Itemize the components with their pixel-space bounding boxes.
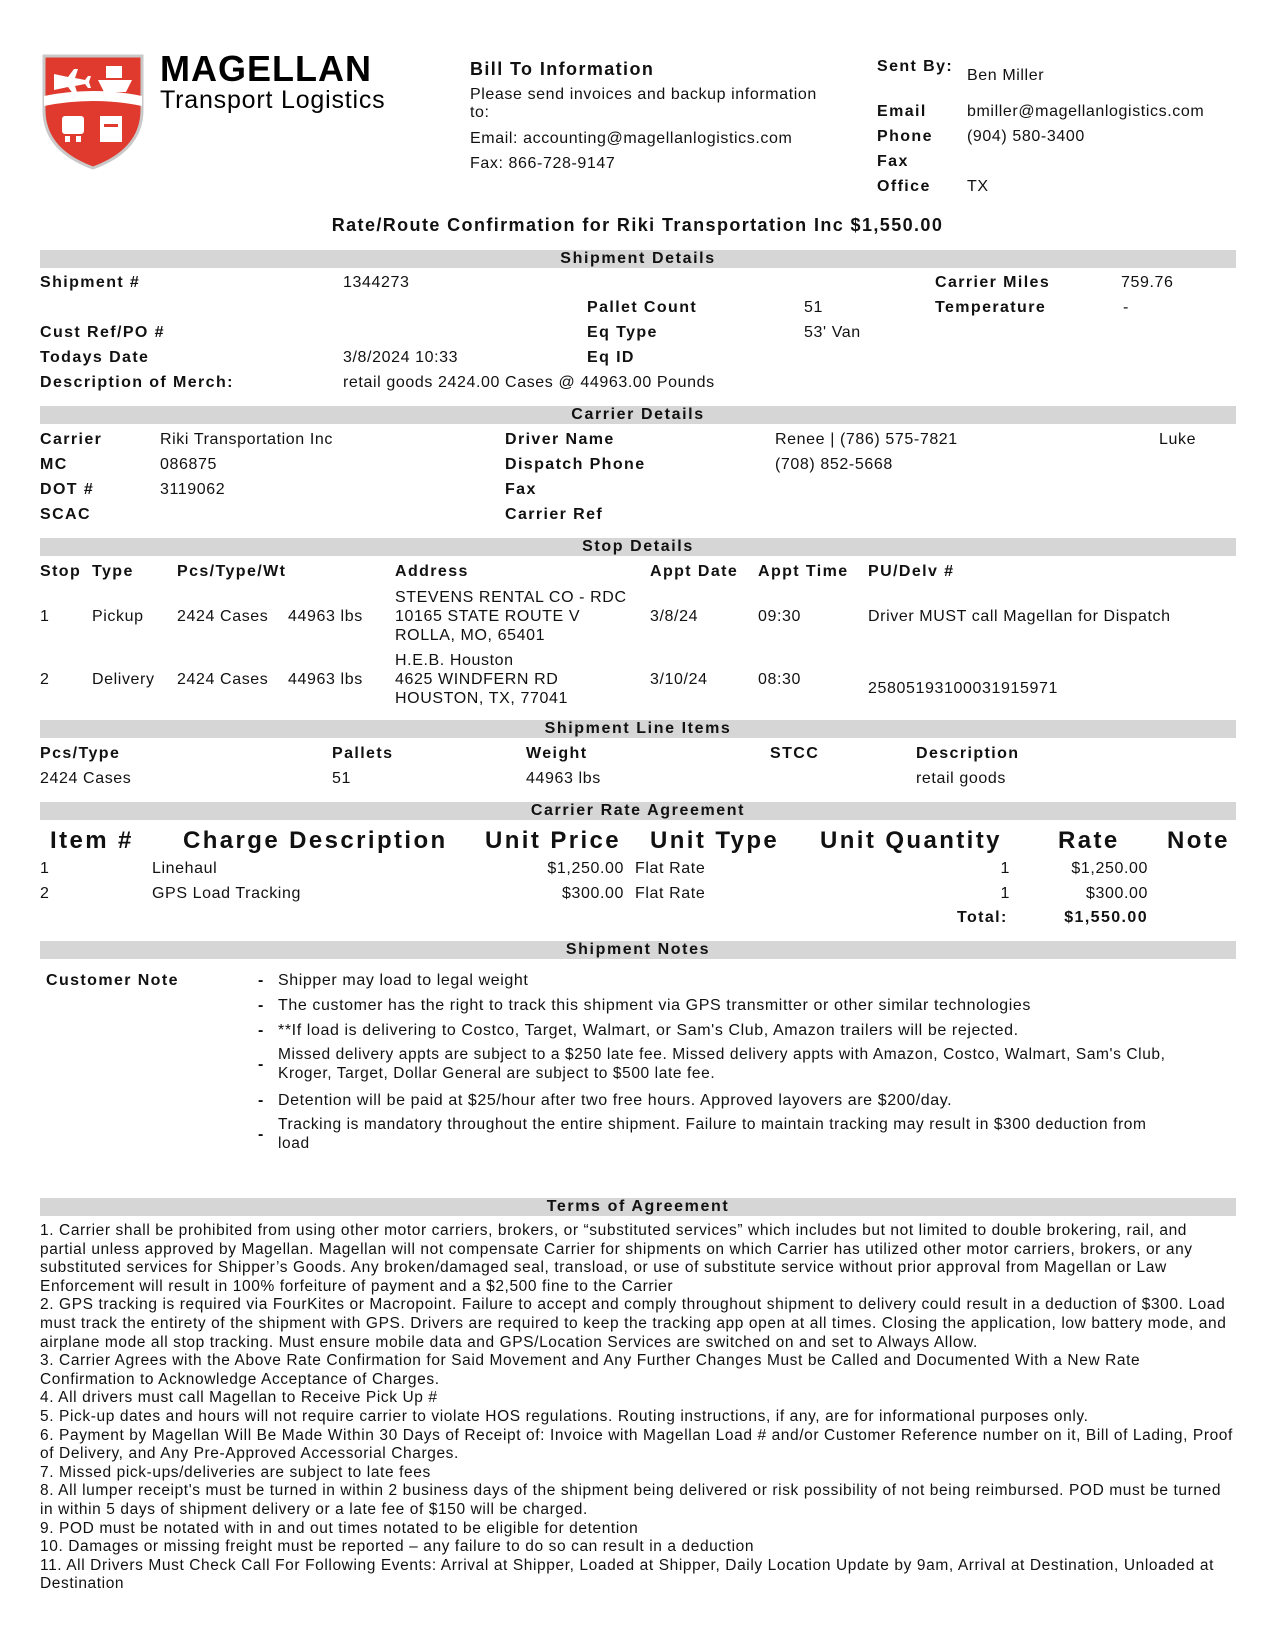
pcs-header: Pcs/Type/Wt xyxy=(177,563,287,580)
list-item: 2. GPS tracking is required via FourKites or Macropoint. Failure to accept and comply throughout shipment to delivery could result in a deduction of $300. Load must track the entirety of the shipment with GPS. Drivers are required to keep the tracking app open at all times. Closing the application, low battery mode, and airplane mode all stop tracking. Must ensure mobile data and GPS/Location Services are switched on and set to Always Allow. xyxy=(40,1296,1227,1351)
charge-header: Charge Description xyxy=(183,827,448,854)
rate-unit-type: Flat Rate xyxy=(635,885,706,902)
eq-id-label: Eq ID xyxy=(587,349,635,366)
line-weight-header: Weight xyxy=(526,745,588,762)
stop-weight: 44963 lbs xyxy=(288,608,363,625)
address-header: Address xyxy=(395,563,469,580)
driver-name: Renee | (786) 575-7821 xyxy=(775,431,958,448)
list-item: Shipper may load to legal weight xyxy=(278,972,529,989)
line-pallets: 51 xyxy=(332,770,351,787)
sent-by-fax-label: Fax xyxy=(877,153,909,170)
stop-address-line3: ROLLA, MO, 65401 xyxy=(395,627,546,644)
pallet-count: 51 xyxy=(804,299,823,316)
pu-header: PU/Delv # xyxy=(868,563,955,580)
list-item: 11. All Drivers Must Check Call For Following Events: Arrival at Shipper, Loaded at Shipper, Daily Location Update by 9am, Arrival at Destination, Unloaded at Destination xyxy=(40,1556,1215,1593)
rate-item-number: 1 xyxy=(40,860,50,877)
list-item: **If load is delivering to Costco, Target, Walmart, or Sam's Club, Amazon trailers will be rejected. xyxy=(278,1022,1019,1039)
sent-by-name: Ben Miller xyxy=(967,67,1045,84)
todays-date-label: Todays Date xyxy=(40,349,150,366)
stop-pu-number: Driver MUST call Magellan for Dispatch xyxy=(868,608,1171,625)
stop-address-line2: 4625 WINDFERN RD xyxy=(395,671,559,688)
total-amount: $1,550.00 xyxy=(1064,909,1148,926)
bill-to-fax: Fax: 866-728-9147 xyxy=(470,155,616,172)
carrier-name: Riki Transportation Inc xyxy=(160,431,333,448)
logo-tagline: Transport Logistics xyxy=(160,86,386,114)
stop-appt-date: 3/8/24 xyxy=(650,608,699,625)
note-bullet: - xyxy=(258,1022,265,1039)
merch-description: retail goods 2424.00 Cases @ 44963.00 Pounds xyxy=(343,374,715,391)
line-stcc-header: STCC xyxy=(770,745,820,762)
stop-address-line1: STEVENS RENTAL CO - RDC xyxy=(395,589,627,606)
stop-type: Pickup xyxy=(92,608,144,625)
cust-ref-label: Cust Ref/PO # xyxy=(40,324,165,341)
sent-by-email-label: Email xyxy=(877,103,927,120)
shipment-details-heading: Shipment Details xyxy=(40,250,1236,268)
shield-logo-icon xyxy=(40,52,146,172)
dot-number: 3119062 xyxy=(160,481,226,498)
stop-details-heading: Stop Details xyxy=(40,538,1236,556)
logo-wordmark: MAGELLAN xyxy=(160,48,372,89)
line-pcs-header: Pcs/Type xyxy=(40,745,121,762)
list-item: 10. Damages or missing freight must be reported – any failure to do so can result in a deduction xyxy=(40,1538,755,1556)
eq-type-label: Eq Type xyxy=(587,324,658,341)
carrier-details-heading: Carrier Details xyxy=(40,406,1236,424)
note-bullet: - xyxy=(258,972,265,989)
rate-item-number: 2 xyxy=(40,885,50,902)
list-item: 8. All lumper receipt's must be turned in within 2 business days of the shipment being delivered or risk possibility of not being reimbursed. POD must be turned in within 5 days of shipment delivery or a late fee of $150 will be charged. xyxy=(40,1482,1222,1518)
stop-type: Delivery xyxy=(92,671,155,688)
rate-agreement-heading: Carrier Rate Agreement xyxy=(40,802,1236,820)
stop-appt-date: 3/10/24 xyxy=(650,671,708,688)
line-description: retail goods xyxy=(916,770,1006,787)
pallet-count-label: Pallet Count xyxy=(587,299,698,316)
stop-address-line3: HOUSTON, TX, 77041 xyxy=(395,690,568,707)
note-bullet: - xyxy=(258,1126,265,1143)
rate-unit-type: Flat Rate xyxy=(635,860,706,877)
item-header: Item # xyxy=(50,827,134,854)
rate-header: Rate xyxy=(1058,827,1120,854)
list-item: 4. All drivers must call Magellan to Receive Pick Up # xyxy=(40,1389,438,1407)
carrier-miles-label: Carrier Miles xyxy=(935,274,1051,291)
stop-appt-time: 08:30 xyxy=(758,671,802,688)
list-item: 6. Payment by Magellan Will Be Made Within 30 Days of Receipt of: Invoice with Magellan Load # and/or Customer Reference number on it, Bill of Lading, Proof of Delivery, and Any Pre-Approved Accessorial Charges. xyxy=(40,1426,1233,1463)
bill-to-heading: Bill To Information xyxy=(470,59,655,79)
sent-by-office: TX xyxy=(967,178,989,195)
stop-appt-time: 09:30 xyxy=(758,608,802,625)
appt-time-header: Appt Time xyxy=(758,563,849,580)
note-bullet: - xyxy=(258,1056,265,1073)
stop-number: 1 xyxy=(40,608,50,625)
note-header: Note xyxy=(1167,827,1230,854)
list-item: 7. Missed pick-ups/deliveries are subject to late fees xyxy=(40,1463,431,1481)
dot-label: DOT # xyxy=(40,481,95,498)
terms-section xyxy=(40,1222,1236,1594)
merch-label: Description of Merch: xyxy=(40,374,234,391)
sent-by-email: bmiller@magellanlogistics.com xyxy=(967,103,1205,120)
unit-price-header: Unit Price xyxy=(485,827,622,854)
temperature: - xyxy=(1123,299,1129,316)
temperature-label: Temperature xyxy=(935,299,1047,316)
list-item: 5. Pick-up dates and hours will not require carrier to violate HOS regulations. Routing instructions, if any, are for informational purposes only. xyxy=(40,1407,1089,1425)
list-item: 1. Carrier shall be prohibited from using other motor carriers, brokers, or “substituted services” which includes but not limited to double brokering, rail, and partial unless approved by Magellan. Magellan will not compensate Carrier for shipments on which Carrier has utilized other motor carriers, brokers, or any substituted services for Shipper’s Goods. Any broken/damaged seal, transload, or use of substitute service without prior approval from Magellan or Law Enforcement will result in 100% forfeiture of payment and a $2,500 fine to the Carrier xyxy=(40,1222,1193,1295)
shipment-notes-heading: Shipment Notes xyxy=(40,941,1236,959)
stop-pcs: 2424 Cases xyxy=(177,608,269,625)
rate-amount: $300.00 xyxy=(1085,885,1148,902)
line-pallets-header: Pallets xyxy=(332,745,394,762)
rate-unit-price: $300.00 xyxy=(561,885,624,902)
carrier-fax-label: Fax xyxy=(505,481,537,498)
appt-date-header: Appt Date xyxy=(650,563,739,580)
stop-weight: 44963 lbs xyxy=(288,671,363,688)
stop-header: Stop xyxy=(40,563,82,580)
line-description-header: Description xyxy=(916,745,1020,762)
rate-unit-qty: 1 xyxy=(1000,860,1010,877)
eq-type: 53' Van xyxy=(804,324,861,341)
unit-type-header: Unit Type xyxy=(650,827,780,854)
list-item: 3. Carrier Agrees with the Above Rate Confirmation for Said Movement and Any Further Changes Must be Called and Documented With a New Rate Confirmation to Acknowledge Acceptance of Charges. xyxy=(40,1352,1141,1388)
sent-by-phone-label: Phone xyxy=(877,128,933,145)
total-label: Total: xyxy=(957,909,1008,926)
shipment-number-label: Shipment # xyxy=(40,274,141,291)
note-bullet: - xyxy=(258,1092,265,1109)
page-title: Rate/Route Confirmation for Riki Transportation Inc $1,550.00 xyxy=(331,215,944,235)
customer-note-label: Customer Note xyxy=(46,972,179,989)
list-item: Detention will be paid at $25/hour after two free hours. Approved layovers are $200/day. xyxy=(278,1092,953,1109)
carrier-miles: 759.76 xyxy=(1121,274,1174,291)
list-item: Tracking is mandatory throughout the entire shipment. Failure to maintain tracking may result in $300 deduction from load xyxy=(278,1116,1147,1152)
rate-charge: GPS Load Tracking xyxy=(152,885,301,902)
terms-heading: Terms of Agreement xyxy=(40,1198,1236,1216)
list-item: Missed delivery appts are subject to a $250 late fee. Missed delivery appts with Amazon, Costco, Walmart, Sam's Club, Kroger, Target, Dollar General are subject to $500 late fee. xyxy=(278,1046,1166,1082)
list-item: The customer has the right to track this shipment via GPS transmitter or other similar technologies xyxy=(278,997,1032,1014)
sent-by-label: Sent By: xyxy=(877,58,954,75)
bill-to-line2: to: xyxy=(470,104,490,121)
note-bullet: - xyxy=(258,997,265,1014)
shipment-number: 1344273 xyxy=(343,274,410,291)
driver-extra: Luke xyxy=(1159,431,1197,448)
dispatch-phone: (708) 852-5668 xyxy=(775,456,893,473)
sent-by-office-label: Office xyxy=(877,178,931,195)
line-pcs: 2424 Cases xyxy=(40,770,132,787)
mc-number: 086875 xyxy=(160,456,217,473)
stop-pu-number: 25805193100031915971 xyxy=(868,680,1058,697)
carrier-label: Carrier xyxy=(40,431,103,448)
dispatch-phone-label: Dispatch Phone xyxy=(505,456,646,473)
line-items-heading: Shipment Line Items xyxy=(40,720,1236,738)
rate-unit-qty: 1 xyxy=(1000,885,1010,902)
sent-by-phone: (904) 580-3400 xyxy=(967,128,1085,145)
stop-pcs: 2424 Cases xyxy=(177,671,269,688)
line-weight: 44963 lbs xyxy=(526,770,601,787)
stop-number: 2 xyxy=(40,671,50,688)
scac-label: SCAC xyxy=(40,506,91,523)
unit-qty-header: Unit Quantity xyxy=(820,827,1002,854)
rate-charge: Linehaul xyxy=(152,860,218,877)
stop-address-line2: 10165 STATE ROUTE V xyxy=(395,608,581,625)
driver-name-label: Driver Name xyxy=(505,431,615,448)
todays-date: 3/8/2024 10:33 xyxy=(343,349,459,366)
list-item: 9. POD must be notated with in and out times notated to be eligible for detention xyxy=(40,1519,639,1537)
rate-unit-price: $1,250.00 xyxy=(547,860,624,877)
stop-address-line1: H.E.B. Houston xyxy=(395,652,514,669)
carrier-ref-label: Carrier Ref xyxy=(505,506,604,523)
bill-to-line1: Please send invoices and backup information xyxy=(470,86,817,103)
rate-amount: $1,250.00 xyxy=(1071,860,1148,877)
bill-to-email: Email: accounting@magellanlogistics.com xyxy=(470,130,793,147)
type-header: Type xyxy=(92,563,134,580)
mc-label: MC xyxy=(40,456,68,473)
